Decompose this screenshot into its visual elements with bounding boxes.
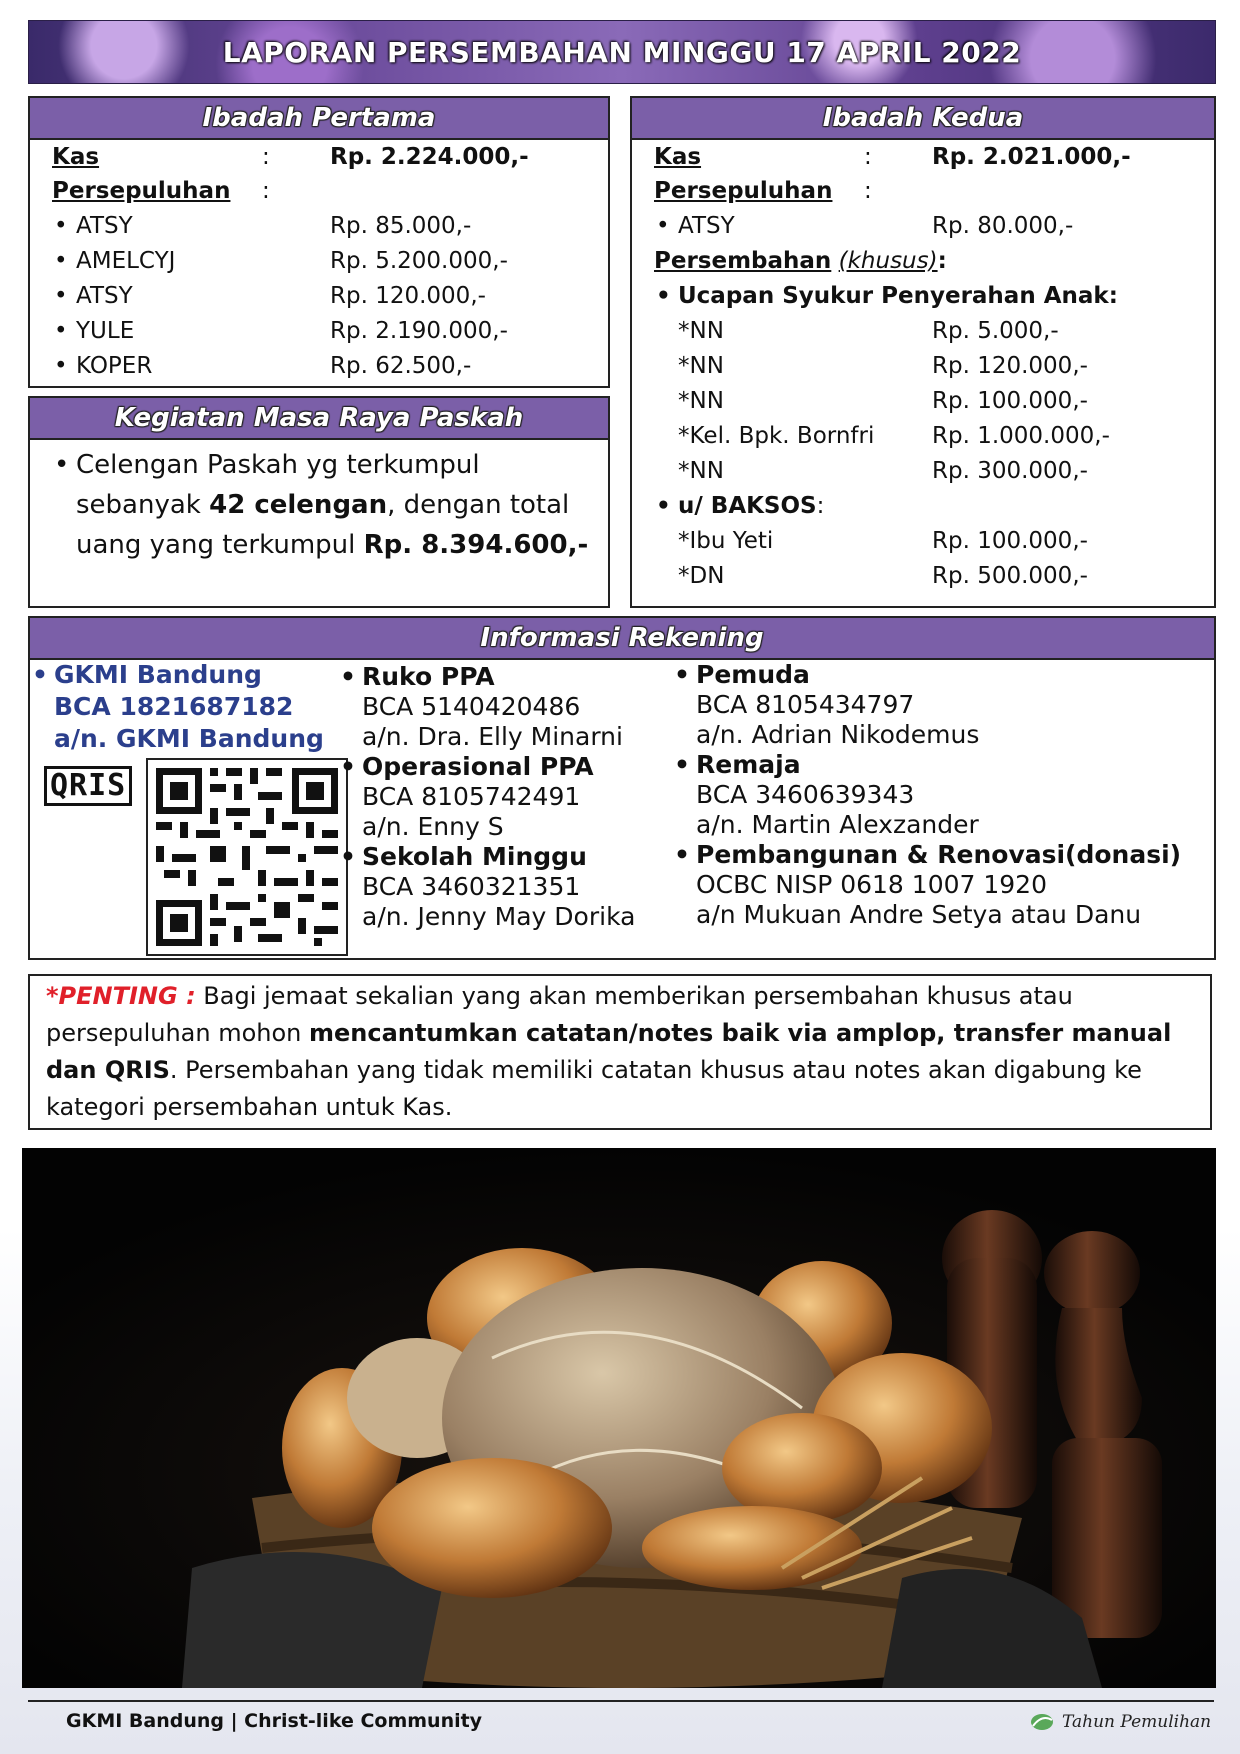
rekening-panel [28,616,1216,960]
account-number: BCA 5140420486 [362,692,581,721]
list-item-amount: Rp. 100.000,- [932,388,1088,414]
kas-label: Kas [654,144,702,170]
paskah-total: Rp. 8.394.600,- [363,530,589,560]
list-item-name: • YULE [76,318,134,344]
main-account-number: BCA 1821687182 [54,692,294,721]
list-item-amount: Rp. 85.000,- [330,213,472,239]
notice-text: . Persembahan yang tidak memiliki catatan khusus atau notes akan digabung ke [169,1056,1142,1084]
page-title: LAPORAN PERSEMBAHAN MINGGU 17 APRIL 2022 [222,35,1022,69]
paskah-text: , dengan total [387,490,570,520]
list-item-amount: Rp. 5.200.000,- [330,248,508,274]
notice-line-3 [46,1052,1142,1089]
persepuluhan-label: Persepuluhan [52,178,231,204]
account-holder: a/n. Adrian Nikodemus [696,720,980,749]
notice-line-1 [46,978,1073,1015]
list-item-name: *NN [678,353,724,379]
baksos-title [678,493,824,519]
khusus-label: Persembahan [654,248,832,274]
account-title: • Sekolah Minggu [362,842,587,871]
list-item-amount: Rp. 5.000,- [932,318,1059,344]
account-title: • Ruko PPA [362,662,495,691]
notice-line-2 [46,1015,1171,1052]
ibadah-pertama-panel [28,96,610,388]
important-notice [28,974,1212,1130]
paskah-text: Celengan Paskah yg terkumpul [76,450,480,480]
notice-text: Bagi jemaat sekalian yang akan memberikan persembahan khusus atau [195,982,1073,1010]
account-holder: a/n. Martin Alexzander [696,810,979,839]
footer-right-text: Tahun Pemulihan [1062,1712,1212,1732]
list-item-name: *NN [678,458,724,484]
ibadah-kedua-title: Ibadah Kedua [632,98,1214,140]
qr-code [146,758,348,956]
syukur-title: • Ucapan Syukur Penyerahan Anak: [678,283,1118,309]
notice-bold: mencantumkan catatan/notes baik via amplop, transfer manual [309,1019,1172,1047]
persepuluhan-label: Persepuluhan [654,178,833,204]
paskah-title: Kegiatan Masa Raya Paskah [30,398,608,440]
bread-basket-image [22,1148,1216,1688]
account-number: BCA 3460639343 [696,780,915,809]
footer-divider [28,1700,1214,1702]
footer-right [1030,1712,1211,1732]
bread-basket-photo [22,1148,1216,1688]
account-title: • Remaja [696,750,801,779]
account-holder: a/n. Jenny May Dorika [362,902,636,931]
list-item-name: • AMELCYJ [76,248,175,274]
kas-colon: : [864,144,872,170]
list-item-name: • ATSY [678,213,735,239]
persepuluhan-colon: : [864,178,872,204]
paskah-line-2 [76,490,569,520]
persepuluhan-colon: : [262,178,270,204]
paskah-panel [28,396,610,608]
list-item-name: *DN [678,563,725,589]
footer-left-text: GKMI Bandung | Christ-like Community [66,1710,483,1732]
khusus-heading [654,248,947,274]
khusus-colon: : [937,248,947,274]
list-item-name: • ATSY [76,283,133,309]
kas-label: Kas [52,144,100,170]
paskah-line-1 [76,450,480,480]
list-item-amount: Rp. 500.000,- [932,563,1088,589]
list-item-amount: Rp. 300.000,- [932,458,1088,484]
important-label: *PENTING : [46,982,196,1010]
khusus-italic: (khusus) [838,248,938,274]
list-item-name: *NN [678,388,724,414]
leaf-logo-icon [1030,1712,1054,1732]
paskah-line-3 [76,530,588,560]
kas-value: Rp. 2.224.000,- [330,144,529,170]
paskah-text: uang yang terkumpul [76,530,364,560]
account-number: BCA 8105742491 [362,782,581,811]
account-title: • Pemuda [696,660,810,689]
account-number: OCBC NISP 0618 1007 1920 [696,870,1047,899]
list-item-amount: Rp. 100.000,- [932,528,1088,554]
list-item-amount: Rp. 1.000.000,- [932,423,1110,449]
account-number: BCA 8105434797 [696,690,915,719]
ibadah-pertama-title: Ibadah Pertama [30,98,608,140]
list-item-amount: Rp. 120.000,- [330,283,486,309]
ibadah-kedua-panel [630,96,1216,608]
account-holder: a/n Mukuan Andre Setya atau Danu [696,900,1142,929]
baksos-colon: : [816,493,825,519]
header-banner [28,20,1216,84]
qris-logo: QRIS [44,766,132,806]
qr-code-icon [148,760,346,954]
notice-line-4: kategori persembahan untuk Kas. [46,1093,453,1121]
main-account-name: • GKMI Bandung [54,660,262,689]
list-item-name: *NN [678,318,724,344]
list-item-name: • ATSY [76,213,133,239]
list-item-name: *Kel. Bpk. Bornfri [678,423,875,449]
list-item-amount: Rp. 80.000,- [932,213,1074,239]
notice-text: persepuluhan mohon [46,1019,310,1047]
kas-colon: : [262,144,270,170]
baksos-label: u/ BAKSOS [678,493,817,519]
main-account-holder: a/n. GKMI Bandung [54,724,324,753]
list-item-name: • KOPER [76,353,152,379]
list-item-amount: Rp. 2.190.000,- [330,318,508,344]
rekening-title: Informasi Rekening [30,618,1214,660]
list-item-amount: Rp. 62.500,- [330,353,472,379]
list-item-amount: Rp. 120.000,- [932,353,1088,379]
paskah-text: sebanyak [76,490,210,520]
kas-value: Rp. 2.021.000,- [932,144,1131,170]
list-item-name: *Ibu Yeti [678,528,774,554]
celengan-count: 42 celengan [209,490,388,520]
account-title: • Operasional PPA [362,752,594,781]
account-title: • Pembangunan & Renovasi(donasi) [696,840,1181,869]
notice-bold: dan QRIS [46,1056,170,1084]
account-holder: a/n. Enny S [362,812,504,841]
account-holder: a/n. Dra. Elly Minarni [362,722,623,751]
account-number: BCA 3460321351 [362,872,581,901]
